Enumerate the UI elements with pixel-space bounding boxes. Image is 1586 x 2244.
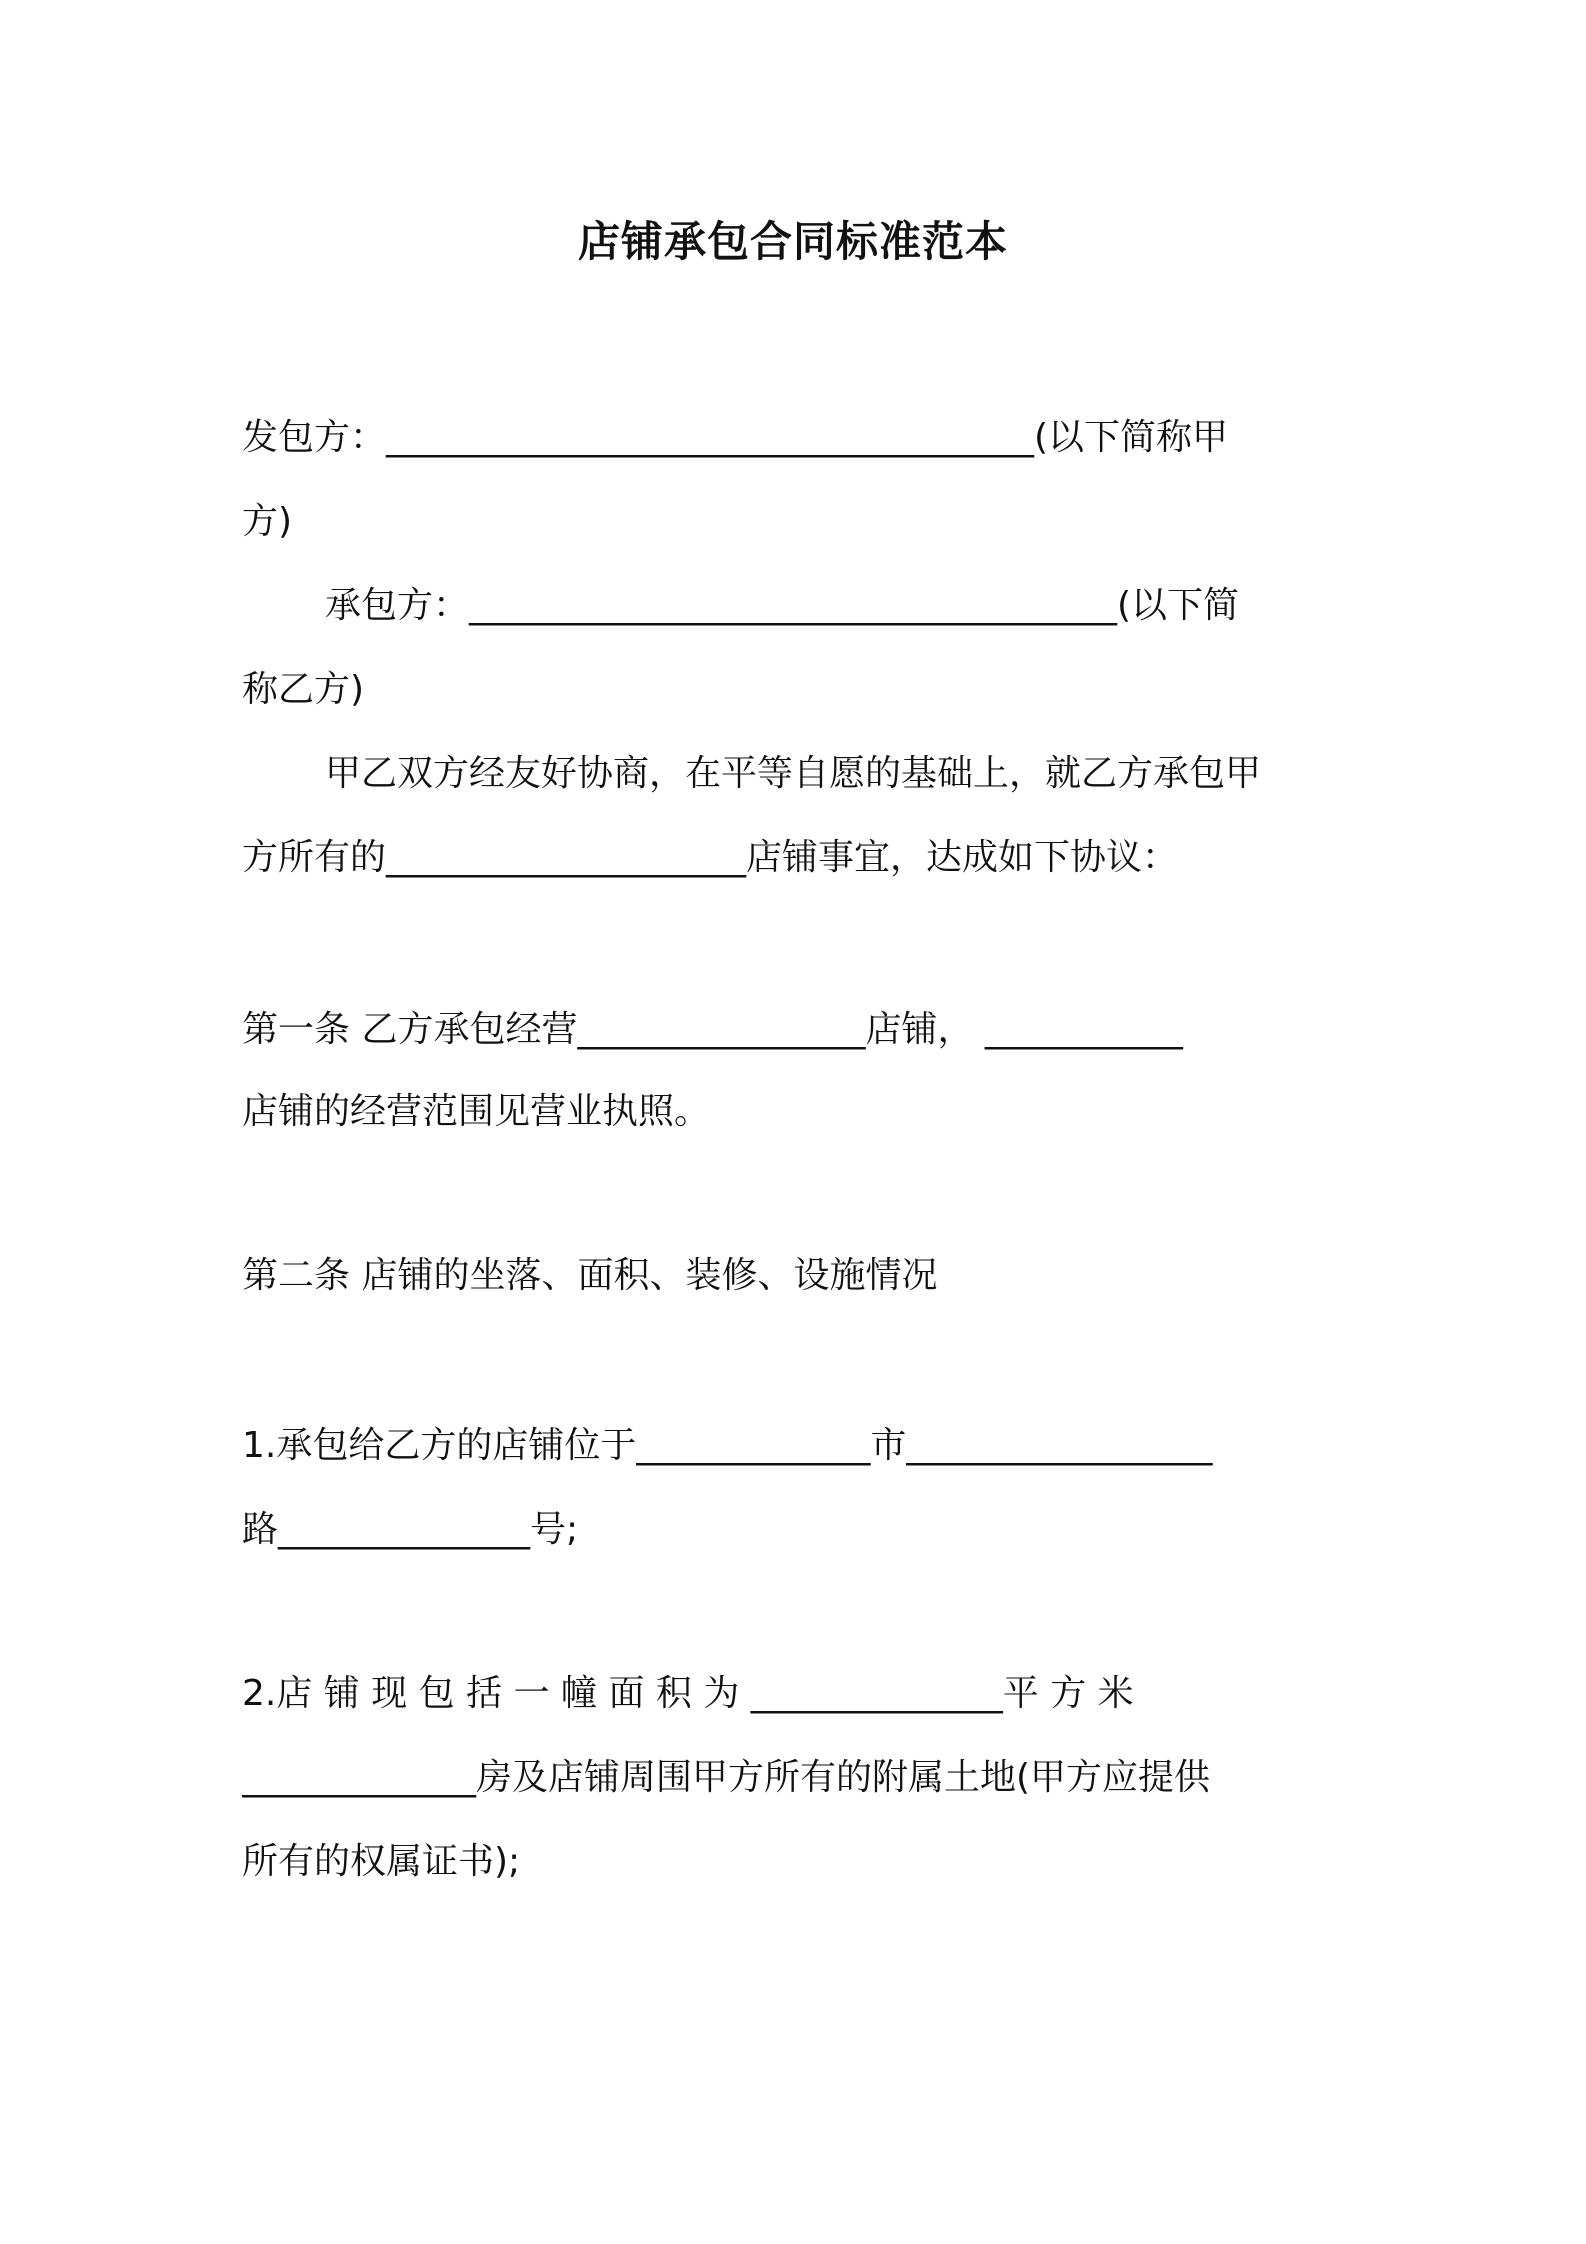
article-1-line: 第一条 乙方承包经营________________店铺， ___________ xyxy=(242,1009,1183,1050)
clause-2-line-cont: _____________房及店铺周围甲方所有的附属土地(甲方应提供 xyxy=(242,1757,1211,1798)
preamble-line-cont: 方所有的____________________店铺事宜，达成如下协议： xyxy=(242,837,1179,878)
document-title: 店铺承包合同标准范本 xyxy=(577,217,1008,266)
party-b-line-cont: 称乙方) xyxy=(242,669,365,710)
clause-1-line: 1.承包给乙方的店铺位于_____________市_________________ xyxy=(242,1425,1213,1466)
article-2-heading: 第二条 店铺的坐落、面积、装修、设施情况 xyxy=(242,1255,938,1296)
clause-1-line-cont: 路______________号; xyxy=(242,1509,579,1550)
party-a-line: 发包方：____________________________________(以下简称甲 xyxy=(242,417,1229,458)
party-a-line-cont: 方) xyxy=(242,501,293,542)
clause-2-line-end: 所有的权属证书); xyxy=(242,1841,521,1882)
article-1-line-cont: 店铺的经营范围见营业执照。 xyxy=(242,1091,711,1132)
preamble-line: 甲乙双方经友好协商，在平等自愿的基础上，就乙方承包甲 xyxy=(325,753,1262,794)
clause-2-line: 2.店 铺 现 包 括 一 幢 面 积 为 ______________平 方 米 xyxy=(242,1673,1134,1714)
party-b-line: 承包方：____________________________________(以下简 xyxy=(325,585,1240,626)
